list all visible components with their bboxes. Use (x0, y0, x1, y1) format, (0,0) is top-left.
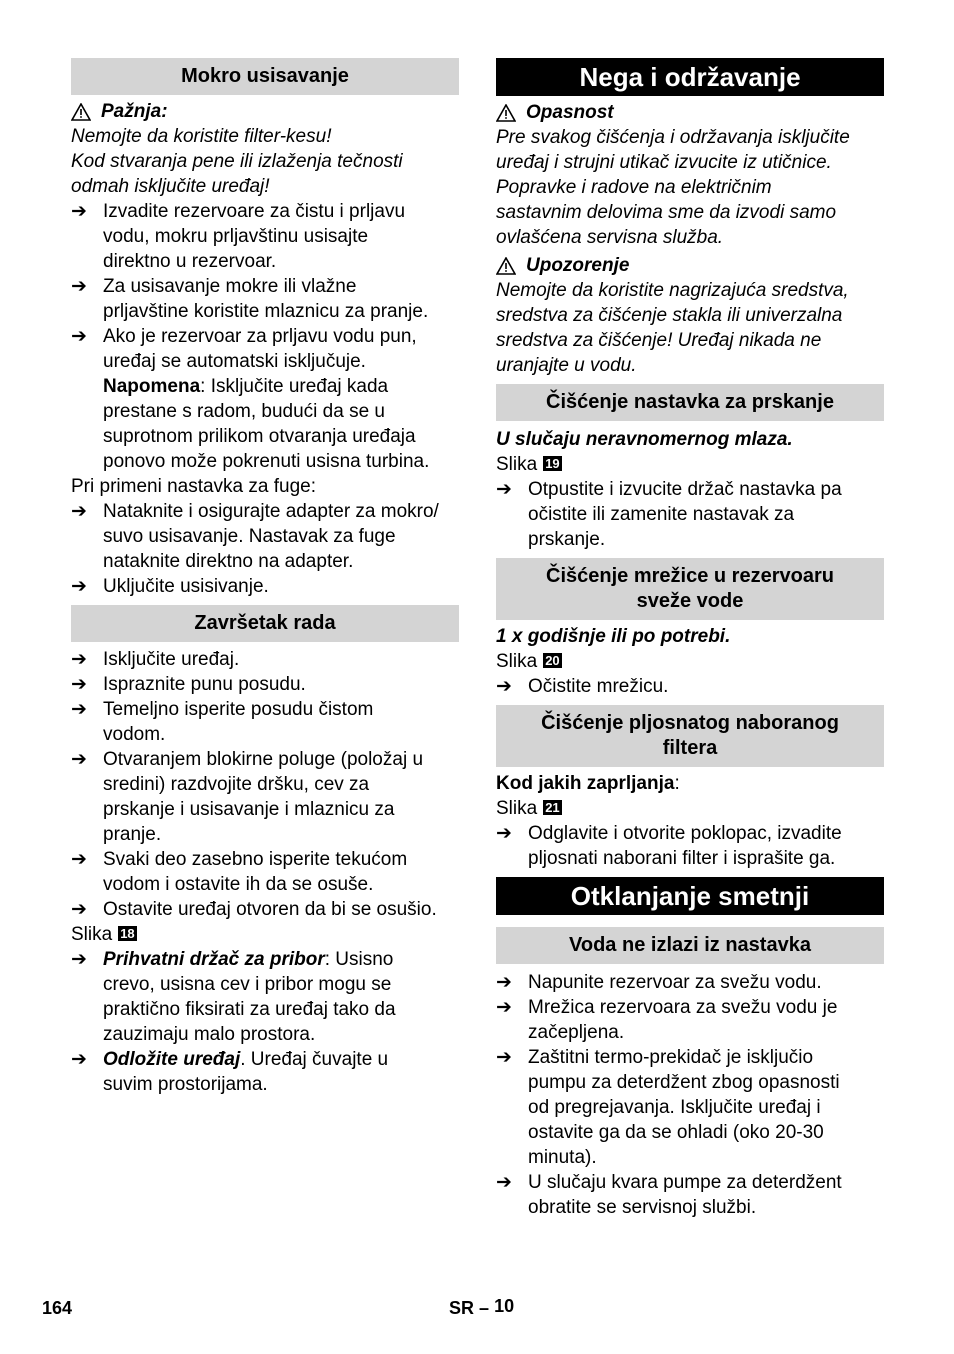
list-item-text: nataknite direktno na adapter. (103, 551, 354, 572)
list-item-text: minuta). (528, 1147, 597, 1168)
list-item-text: Izvadite rezervoare za čistu i prljavu (103, 201, 406, 222)
note-text: : Isključite uređaj kada (200, 376, 389, 397)
condition-text (496, 771, 884, 796)
list-item-text: Svaki deo zasebno isperite tekućom (103, 849, 408, 870)
list-item-text: Ako je rezervoar za prljavu vodu pun, (103, 326, 417, 347)
condition-text: U slučaju neravnomernog mlaza. (496, 429, 793, 450)
figure-reference (496, 452, 884, 477)
list-item-text: : Usisno (324, 949, 394, 970)
list-item-text: praktično fiksirati za uređaj tako da (103, 999, 396, 1020)
section-header-filter-cleaning (496, 705, 884, 767)
list-item-text: Ispraznite punu posudu. (103, 674, 306, 695)
condition-label: Kod jakih zaprljanja (496, 773, 675, 794)
warning-triangle-icon (496, 104, 516, 122)
danger-text: sastavnim delovima sme da izvodi samo (496, 202, 837, 223)
condition-punct: : (674, 773, 680, 794)
note-label: Napomena (103, 376, 201, 397)
arrow-right-icon: ➔ (496, 823, 512, 844)
chapter-heading-troubleshooting: Otklanjanje smetnji (496, 877, 884, 915)
figure-number-badge: 18 (120, 926, 135, 941)
footer-language (449, 1298, 514, 1319)
section-title: Mokro usisavanje (181, 65, 349, 87)
list-item (71, 697, 459, 747)
list-item (71, 672, 459, 697)
figure-label: Slika (496, 651, 538, 672)
list-item-text: . Uređaj čuvajte u (240, 1049, 389, 1070)
list-item (71, 1047, 459, 1097)
list-item-text: Ostavite uređaj otvoren da bi se osušio. (103, 899, 437, 920)
danger-label: Opasnost (526, 102, 614, 123)
list-item-text: prljavštine koristite mlaznicu za pranje. (103, 301, 429, 322)
list-item-text: Otpustite i izvucite držač nastavka pa (528, 479, 842, 500)
list-item-emphasis: Prihvatni držač za pribor (103, 949, 325, 970)
list-item-emphasis: Odložite uređaj (103, 1049, 241, 1070)
arrow-right-icon: ➔ (71, 326, 87, 347)
arrow-right-icon: ➔ (71, 749, 87, 770)
section-title: Čišćenje pljosnatog naboranog (541, 712, 839, 734)
right-column (496, 58, 884, 1220)
list-item (71, 324, 459, 474)
danger-text: uređaj i strujni utikač izvucite iz utičnice. (496, 152, 832, 173)
arrow-right-icon: ➔ (496, 479, 512, 500)
list-item-text: U slučaju kvara pumpe za deterdžent (528, 1172, 842, 1193)
list-item-text: Odglavite i otvorite poklopac, izvadite (528, 823, 842, 844)
list-item-text: suvim prostorijama. (103, 1074, 268, 1095)
warning-label: Upozorenje (526, 255, 630, 276)
list-item-text: pranje. (103, 824, 162, 845)
warning-triangle-icon (496, 257, 516, 275)
danger-text: Popravke i radove na električnim (496, 177, 772, 198)
arrow-right-icon: ➔ (71, 649, 87, 670)
figure-label: Slika (496, 454, 538, 475)
list-item-text: Isključite uređaj. (103, 649, 240, 670)
list-item-text: Otvaranjem blokirne poluge (položaj u (103, 749, 424, 770)
section-header-nozzle-cleaning (496, 384, 884, 421)
arrow-right-icon: ➔ (71, 949, 87, 970)
chapter-heading-care: Nega i održavanje (496, 58, 884, 96)
warning-heading (496, 253, 884, 278)
list-item (71, 947, 459, 1047)
arrow-right-icon: ➔ (71, 674, 87, 695)
section-title: Čišćenje mrežice u rezervoaru (546, 565, 834, 587)
list-item (496, 995, 884, 1045)
list-item-text: pumpu za deterdžent zbog opasnosti (528, 1072, 840, 1093)
arrow-right-icon: ➔ (71, 576, 87, 597)
footer-dash: – (479, 1298, 490, 1318)
list-item (496, 674, 884, 699)
caution-text: Nemojte da koristite filter-kesu! (71, 126, 332, 147)
language-code: SR (449, 1298, 475, 1318)
arrow-right-icon: ➔ (71, 699, 87, 720)
danger-text: ovlašćena servisna služba. (496, 227, 724, 248)
caution-label: Pažnja: (101, 101, 168, 122)
list-item-text: uređaj se automatski isključuje. (103, 351, 366, 372)
figure-label: Slika (71, 924, 113, 945)
section-title: Čišćenje nastavka za prskanje (546, 391, 834, 413)
note-text: suprotnom prilikom otvaranja uređaja (103, 426, 416, 447)
list-item-text: sredini) razdvojite dršku, cev za (103, 774, 370, 795)
danger-heading (496, 100, 884, 125)
condition-text: 1 x godišnje ili po potrebi. (496, 626, 731, 647)
note-line (103, 374, 459, 399)
arrow-right-icon: ➔ (71, 899, 87, 920)
list-item-text: Nataknite i osigurajte adapter za mokro/ (103, 501, 439, 522)
arrow-right-icon: ➔ (71, 201, 87, 222)
caution-text: Kod stvaranja pene ili izlaženja tečnosti (71, 151, 403, 172)
list-item-text: Očistite mrežicu. (528, 676, 669, 697)
figure-number-badge: 19 (545, 456, 560, 471)
arrow-right-icon: ➔ (496, 676, 512, 697)
section-header-mesh-cleaning (496, 558, 884, 620)
list-item (71, 747, 459, 847)
list-item-text: vodu, mokru prljavštinu usisajte (103, 226, 369, 247)
list-item-text: začepljena. (528, 1022, 625, 1043)
list-item-text: suvo usisavanje. Nastavak za fuge (103, 526, 396, 547)
list-item (496, 1170, 884, 1220)
warning-triangle-icon (71, 103, 91, 121)
list-item-text: Mrežica rezervoara za svežu vodu je (528, 997, 838, 1018)
list-item-text: vodom. (103, 724, 166, 745)
list-item-text: Napunite rezervoar za svežu vodu. (528, 972, 822, 993)
note-text: prestane s radom, budući da se u (103, 401, 386, 422)
caution-heading (71, 99, 459, 124)
list-item-text: Uključite usisivanje. (103, 576, 269, 597)
list-item (496, 1045, 884, 1170)
figure-reference (71, 922, 459, 947)
warning-text: sredstva za čišćenje stakla ili univerzalna (496, 305, 843, 326)
danger-text: Pre svakog čišćenja i održavanja isključite (496, 127, 850, 148)
left-column (71, 58, 459, 1097)
section-title: Voda ne izlazi iz nastavka (569, 934, 811, 956)
paragraph: Pri primeni nastavka za fuge: (71, 476, 317, 497)
arrow-right-icon: ➔ (71, 849, 87, 870)
figure-label: Slika (496, 798, 538, 819)
list-item (71, 897, 459, 922)
section-header-end-of-work (71, 605, 459, 642)
list-item (71, 574, 459, 599)
warning-text: uranjajte u vodu. (496, 355, 637, 376)
arrow-right-icon: ➔ (71, 1049, 87, 1070)
arrow-right-icon: ➔ (71, 501, 87, 522)
list-item (496, 477, 884, 552)
section-title: sveže vode (636, 590, 744, 612)
list-item (496, 970, 884, 995)
list-item-text: ostavite ga da se ohladi (oko 20-30 (528, 1122, 824, 1143)
list-item-text: zauzimaju malo prostora. (103, 1024, 316, 1045)
arrow-right-icon: ➔ (71, 276, 87, 297)
list-item-text: prskanje i usisavanje i mlaznicu za (103, 799, 395, 820)
section-header-no-water (496, 927, 884, 964)
list-item-text: crevo, usisna cev i pribor mogu se (103, 974, 392, 995)
note-text: ponovo može pokrenuti usisna turbina. (103, 451, 430, 472)
figure-number-badge: 20 (545, 653, 560, 668)
list-item-text: Za usisavanje mokre ili vlažne (103, 276, 357, 297)
caution-text: odmah isključite uređaj! (71, 176, 270, 197)
list-item-text: od pregrejavanja. Isključite uređaj i (528, 1097, 821, 1118)
list-item-text: direktno u rezervoar. (103, 251, 277, 272)
section-header-wet-vacuuming (71, 58, 459, 95)
list-item-text: vodom i ostavite ih da se osuše. (103, 874, 374, 895)
page-number: 164 (42, 1298, 73, 1318)
list-item-text: obratite se servisnoj službi. (528, 1197, 757, 1218)
figure-reference (496, 796, 884, 821)
arrow-right-icon: ➔ (496, 997, 512, 1018)
list-item (71, 499, 459, 574)
section-title: Završetak rada (194, 612, 336, 634)
list-item-text: očistite ili zamenite nastavak za (528, 504, 795, 525)
list-item (496, 821, 884, 871)
section-title: filtera (662, 737, 718, 759)
arrow-right-icon: ➔ (496, 1172, 512, 1193)
list-item (71, 847, 459, 897)
list-item-text: prskanje. (528, 529, 606, 550)
list-item-text: Zaštitni termo-prekidač je isključio (528, 1047, 814, 1068)
section-page-number: 10 (494, 1296, 515, 1316)
figure-reference (496, 649, 884, 674)
list-item (71, 647, 459, 672)
list-item-text: Temeljno isperite posudu čistom (103, 699, 374, 720)
warning-text: Nemojte da koristite nagrizajuća sredstva, (496, 280, 849, 301)
list-item-text: pljosnati naborani filter i isprašite ga. (528, 848, 836, 869)
list-item (71, 274, 459, 324)
arrow-right-icon: ➔ (496, 1047, 512, 1068)
warning-text: sredstva za čišćenje! Uređaj nikada ne (496, 330, 822, 351)
figure-number-badge: 21 (545, 800, 560, 815)
list-item (71, 199, 459, 274)
arrow-right-icon: ➔ (496, 972, 512, 993)
